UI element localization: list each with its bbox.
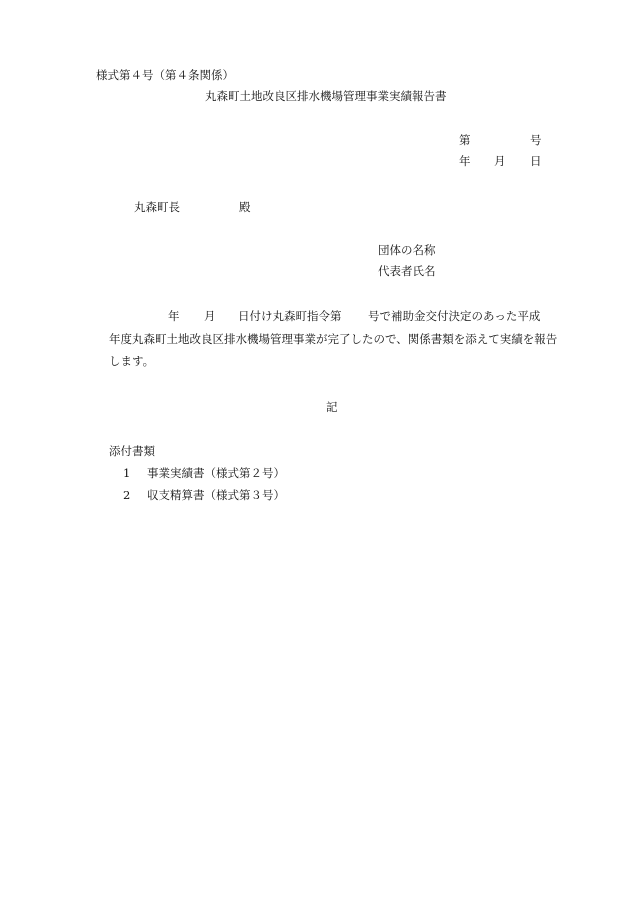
body-line3: します。 [109, 354, 155, 368]
addressee-honorific: 殿 [239, 200, 251, 214]
representative-name-label: 代表者氏名 [378, 264, 436, 278]
ki-marker: 記 [326, 400, 338, 414]
document-title: 丸森町土地改良区排水機場管理事業実績報告書 [205, 89, 447, 103]
date-day-label: 日 [530, 154, 542, 168]
date-month-label: 月 [494, 154, 506, 168]
body-line2: 年度丸森町土地改良区排水機場管理事業が完了したので、関係書類を添えて実績を報告 [109, 332, 558, 346]
attachment-item-number: 2 [123, 488, 131, 502]
body-line1-month: 月 [204, 309, 216, 323]
attachment-item-text: 収支精算書（様式第３号） [147, 488, 285, 502]
body-line1-rest: 号で補助金交付決定のあった平成 [368, 309, 541, 323]
attachment-item-text: 事業実績書（様式第２号） [147, 466, 285, 480]
reference-number-suffix: 号 [530, 133, 542, 147]
addressee-name: 丸森町長 [134, 200, 180, 214]
reference-number-label: 第 [459, 133, 471, 147]
date-year-label: 年 [459, 154, 471, 168]
form-number: 様式第４号（第４条関係） [96, 68, 234, 82]
organization-name-label: 団体の名称 [378, 243, 436, 257]
attachments-heading: 添付書類 [109, 444, 155, 458]
body-line1-year: 年 [168, 309, 180, 323]
body-line1-dated: 日付け丸森町指令第 [238, 309, 342, 323]
attachment-item-number: 1 [123, 466, 131, 480]
